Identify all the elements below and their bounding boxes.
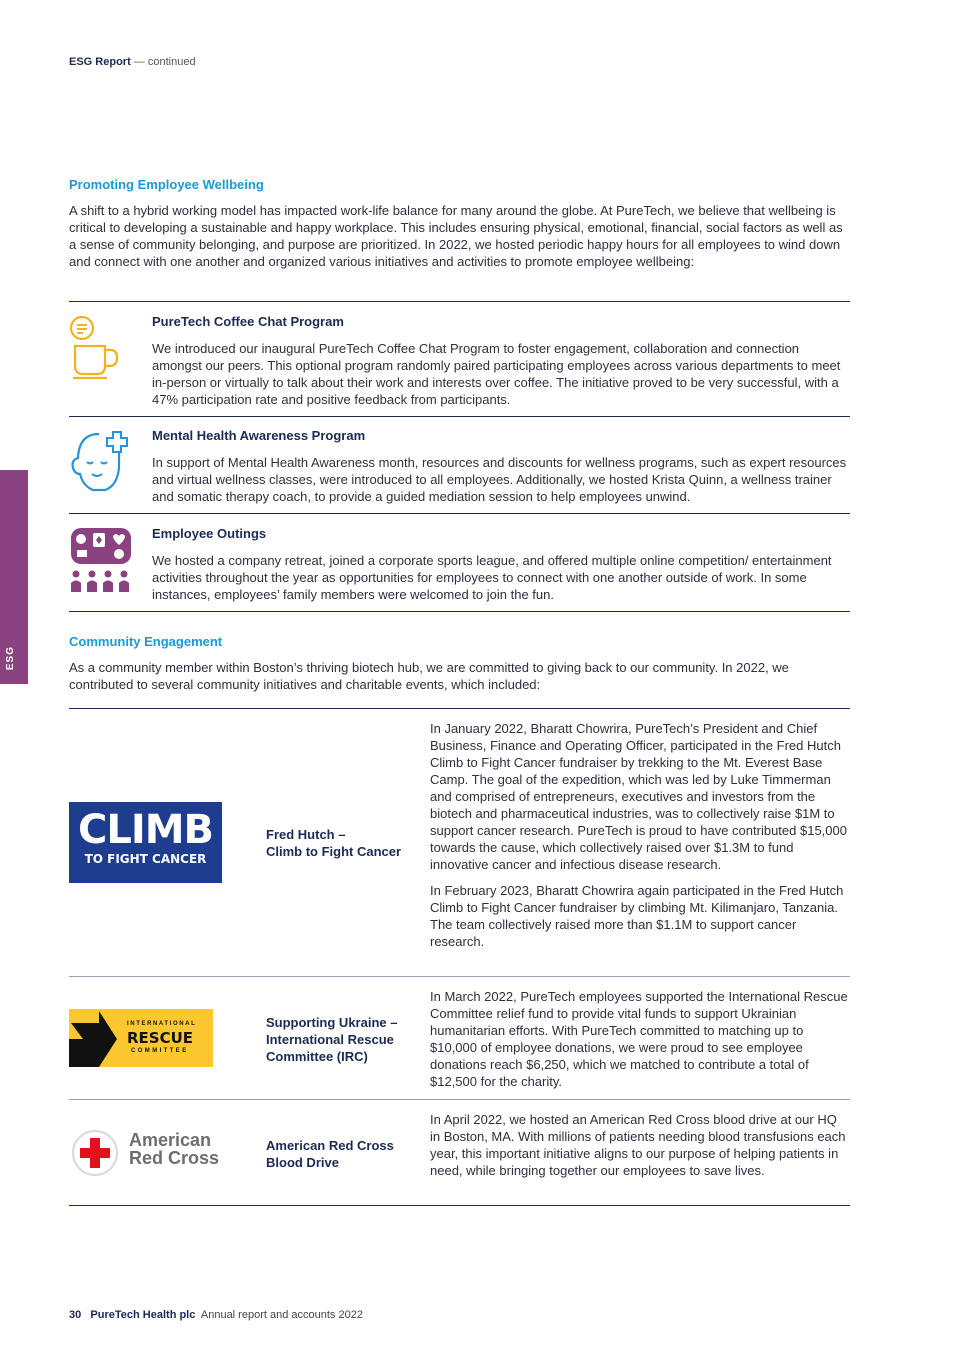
page-number: 30	[69, 1309, 82, 1321]
header-suffix: — continued	[133, 56, 196, 68]
page-footer	[69, 1309, 363, 1321]
row-title-line: Committee (IRC)	[266, 1049, 368, 1064]
footer-doc-title: Annual report and accounts 2022	[200, 1309, 363, 1321]
row-title-line: Blood Drive	[266, 1155, 339, 1170]
red-cross-logo-line: Red Cross	[129, 1148, 220, 1168]
divider	[69, 416, 850, 417]
divider	[69, 1205, 850, 1206]
irc-logo	[69, 1009, 213, 1067]
row-title-line: American Red Cross	[266, 1138, 394, 1153]
red-cross-logo-line: American	[129, 1130, 212, 1150]
row-title	[266, 1137, 394, 1171]
divider	[69, 513, 850, 514]
row-title-line: Fred Hutch –	[266, 827, 346, 842]
outings-group-icon	[69, 526, 133, 598]
program-title: Mental Health Awareness Program	[152, 428, 366, 443]
row-title-line: Supporting Ukraine –	[266, 1015, 398, 1030]
community-intro: As a community member within Boston’s thriving biotech hub, we are committed to giving back to our community. In 2022, we contributed to several community initiatives and charitable events, which included:	[69, 660, 789, 692]
irc-logo-line: COMMITTEE	[131, 1048, 189, 1054]
running-header	[69, 56, 196, 68]
row-title-line: Climb to Fight Cancer	[266, 844, 402, 859]
divider	[69, 611, 850, 612]
row-title	[266, 826, 401, 860]
wellbeing-intro: A shift to a hybrid working model has impacted work-life balance for many around the globe. At PureTech, we believe that wellbeing is critical to developing a sustainable and happy workplace. This includes ensuring physical, emotional, financial, social factors as well as a sense of community belonging, and purpose are prioritized. In 2022, we hosted periodic happy hours for all employees to wind down and connect with one another and organized various initiatives and activities to promote employee wellbeing:	[69, 203, 843, 269]
divider	[69, 301, 850, 302]
coffee-cup-icon	[69, 314, 133, 386]
community-row-irc	[69, 988, 850, 1093]
irc-logo-line: INTERNATIONAL	[127, 1021, 197, 1027]
community-section	[69, 634, 850, 693]
climb-logo	[69, 802, 222, 883]
side-tab-label: ESG	[5, 645, 16, 670]
community-row-fred-hutch	[69, 720, 850, 970]
row-title	[266, 1014, 397, 1065]
head-wellness-icon	[69, 428, 133, 500]
row-paragraph: In March 2022, PureTech employees supported the International Rescue Committee relief fund to provide vital funds to support Ukrainian humanitarian efforts. With PureTech committed to matching up to $10,000 of employee donations, we were proud to see employee donations reach $6,250, which we matched to contribute a total of $12,500 for the charity.	[430, 989, 848, 1089]
header-report: ESG Report	[69, 56, 131, 68]
footer-company: PureTech Health plc	[90, 1309, 196, 1321]
divider	[69, 1099, 850, 1100]
row-paragraph: In April 2022, we hosted an American Red Cross blood drive at our HQ in Boston, MA. With millions of patients needing blood transfusions each year, this important initiative aligns to our purpose of helping patients in need, while bringing together our employees to save lives.	[430, 1112, 846, 1178]
wellbeing-title: Promoting Employee Wellbeing	[69, 177, 264, 192]
program-title: Employee Outings	[152, 526, 267, 541]
row-body	[430, 988, 850, 1099]
wellbeing-section	[69, 177, 850, 270]
red-cross-icon	[71, 1129, 119, 1177]
irc-arrow-icon	[69, 1009, 121, 1067]
row-body	[430, 720, 850, 959]
row-body	[430, 1111, 850, 1188]
community-row-red-cross	[69, 1111, 850, 1201]
row-paragraph: In January 2022, Bharatt Chowrira, PureTech’s President and Chief Business, Finance and Operating Officer, participated in the Fred Hutch Climb to Fight Cancer fundraiser by trekking to the Mt. Everest Base Camp. The goal of the expedition, which was led by Luke Timmerman and comprised of entrepreneurs, executives and investors from the biotech and pharmaceutical industries, was to collectively raise $1M to support cancer research. PureTech is proud to have contributed $15,000 towards the cause, which collectively raised over $1.3M to fund innovative cancer and infectious disease research.	[430, 721, 847, 872]
row-paragraph: In February 2023, Bharatt Chowrira again participated in the Fred Hutch Climb to Fight Cancer fundraiser by climbing Mt. Kilimanjaro, Tanzania. The team collectively raised more than $1.1M to support cancer research.	[430, 883, 844, 949]
irc-logo-word: RESCUE	[127, 1029, 194, 1047]
program-body: In support of Mental Health Awareness month, resources and discounts for wellness programs, such as expert resources and virtual wellness classes, were introduced to all employees. Additionally, we hosted Krista Quinn, a wellness trainer and somatic therapy coach, to provide a guided mediation session to help employees unwind.	[152, 455, 847, 504]
climb-logo-subtext: TO FIGHT CANCER	[84, 852, 207, 866]
row-title-line: International Rescue	[266, 1032, 394, 1047]
program-title: PureTech Coffee Chat Program	[152, 314, 344, 329]
program-body: We hosted a company retreat, joined a corporate sports league, and offered multiple online competition/ entertainment activities throughout the year as opportunities for employees to connect with one another outside of work. In some instances, employees’ family members were welcomed to join the fun.	[152, 553, 832, 602]
program-body: We introduced our inaugural PureTech Coffee Chat Program to foster engagement, collaboration and connection amongst our peers. This optional program randomly paired participating employees across various departments to meet in-person or virtually to talk about their work and interests over coffee. The initiative proved to be very successful, with a 47% participation rate and positive feedback from participants.	[152, 341, 841, 407]
community-title: Community Engagement	[69, 634, 223, 649]
climb-logo-text: CLIMB	[77, 807, 214, 853]
divider	[69, 708, 850, 709]
side-section-tab	[0, 470, 28, 684]
divider	[69, 976, 850, 977]
red-cross-logo	[69, 1129, 229, 1177]
